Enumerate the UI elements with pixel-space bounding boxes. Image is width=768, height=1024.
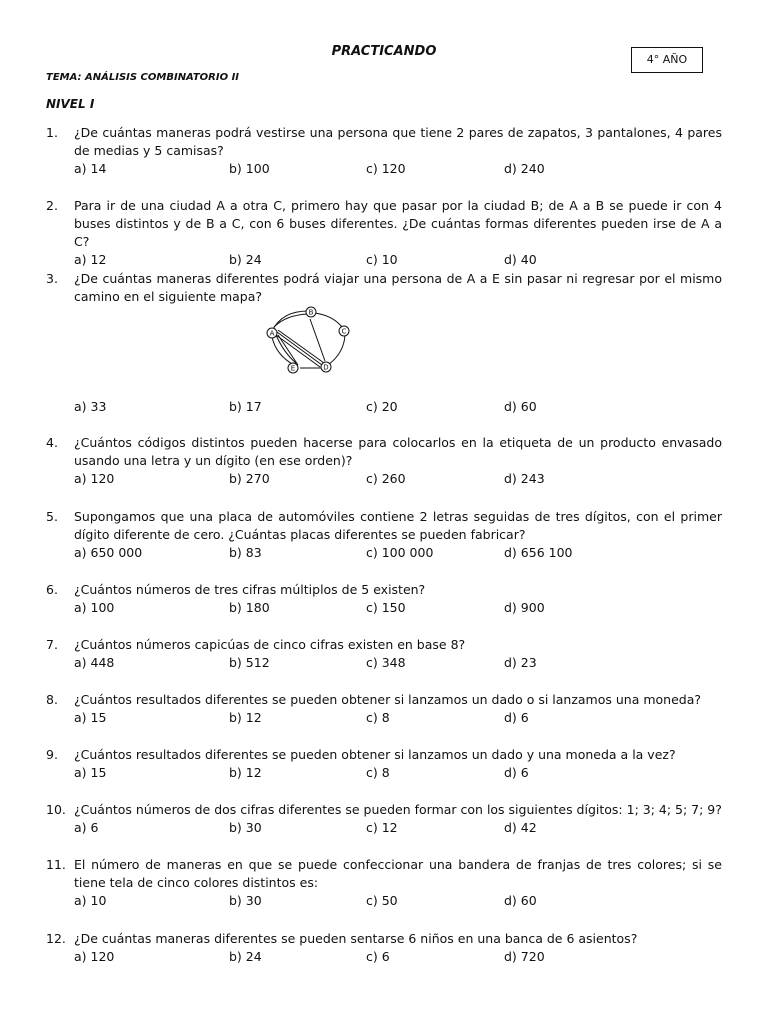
option-c: c) 260 bbox=[366, 471, 406, 486]
option-b: b) 24 bbox=[229, 252, 262, 267]
option-b: b) 30 bbox=[229, 893, 262, 908]
answer-options bbox=[74, 948, 722, 966]
question-number: 8. bbox=[46, 692, 58, 707]
option-d: d) 240 bbox=[504, 161, 545, 176]
option-c: c) 8 bbox=[366, 710, 390, 725]
option-a: a) 100 bbox=[74, 600, 115, 615]
question-3-options bbox=[46, 398, 722, 416]
question-12 bbox=[46, 930, 722, 966]
option-d: d) 656 100 bbox=[504, 545, 573, 560]
grade-badge: 4° AÑO bbox=[631, 47, 703, 73]
question-6 bbox=[46, 581, 722, 617]
question-text: El número de maneras en que se puede confeccionar una bandera de franjas de tres colores; si se tiene tela de cinco colores distintos es: bbox=[74, 857, 722, 890]
page-title: PRACTICANDO bbox=[331, 44, 437, 59]
question-7 bbox=[46, 636, 722, 672]
question-1 bbox=[46, 124, 722, 178]
option-a: a) 10 bbox=[74, 893, 107, 908]
question-text: ¿De cuántas maneras diferentes se pueden sentarse 6 niños en una banca de 6 asientos? bbox=[74, 931, 638, 946]
option-b: b) 12 bbox=[229, 765, 262, 780]
option-c: c) 150 bbox=[366, 600, 406, 615]
question-text: ¿De cuántas maneras podrá vestirse una persona que tiene 2 pares de zapatos, 3 pantalones, 4 pares de medias y 5 camisas? bbox=[74, 125, 722, 158]
question-number: 2. bbox=[46, 198, 58, 213]
question-text: ¿Cuántos resultados diferentes se pueden obtener si lanzamos un dado o si lanzamos una moneda? bbox=[74, 692, 702, 707]
option-c: c) 348 bbox=[366, 655, 406, 670]
question-9 bbox=[46, 746, 722, 782]
option-d: d) 60 bbox=[504, 893, 537, 908]
option-d: d) 243 bbox=[504, 471, 545, 486]
node-e-label: E bbox=[290, 364, 296, 373]
question-text: ¿Cuántos números de tres cifras múltiplos de 5 existen? bbox=[74, 582, 426, 597]
option-c: c) 6 bbox=[366, 949, 390, 964]
answer-options bbox=[74, 599, 722, 617]
topic-heading: TEMA: ANÁLISIS COMBINATORIO II bbox=[46, 72, 240, 83]
option-d: d) 60 bbox=[504, 399, 537, 414]
option-a: a) 120 bbox=[74, 949, 115, 964]
answer-options bbox=[74, 160, 722, 178]
option-a: a) 12 bbox=[74, 252, 107, 267]
question-5 bbox=[46, 508, 722, 562]
option-d: d) 900 bbox=[504, 600, 545, 615]
answer-options bbox=[74, 251, 722, 269]
question-text: ¿Cuántos números capicúas de cinco cifras existen en base 8? bbox=[74, 637, 466, 652]
level-heading: NIVEL I bbox=[46, 97, 95, 111]
question-number: 6. bbox=[46, 582, 58, 597]
answer-options bbox=[74, 544, 722, 562]
question-10 bbox=[46, 801, 722, 837]
answer-options bbox=[74, 819, 722, 837]
option-d: d) 42 bbox=[504, 820, 537, 835]
option-a: a) 448 bbox=[74, 655, 115, 670]
option-b: b) 180 bbox=[229, 600, 270, 615]
question-number: 12. bbox=[46, 931, 66, 946]
option-d: d) 6 bbox=[504, 710, 529, 725]
option-b: b) 83 bbox=[229, 545, 262, 560]
question-text: ¿Cuántos números de dos cifras diferentes se pueden formar con los siguientes dígitos: 1; 3; 4; 5; 7; 9? bbox=[74, 802, 722, 817]
answer-options bbox=[74, 654, 722, 672]
question-2 bbox=[46, 197, 722, 269]
option-b: b) 24 bbox=[229, 949, 262, 964]
question-text: ¿Cuántos códigos distintos pueden hacerse para colocarlos en la etiqueta de un producto envasado usando una letra y un dígito (en ese orden)? bbox=[74, 435, 722, 468]
question-number: 10. bbox=[46, 802, 66, 817]
question-4 bbox=[46, 434, 722, 488]
question-text: Para ir de una ciudad A a otra C, primero hay que pasar por la ciudad B; de A a B se puede ir con 4 buses distintos y de B a C, con 6 buses diferentes. ¿De cuántas formas diferentes pueden irse de A a C? bbox=[74, 198, 722, 249]
option-a: a) 650 000 bbox=[74, 545, 143, 560]
question-number: 5. bbox=[46, 509, 58, 524]
option-c: c) 12 bbox=[366, 820, 398, 835]
node-a-label: A bbox=[269, 329, 275, 338]
answer-options bbox=[74, 709, 722, 727]
option-d: d) 720 bbox=[504, 949, 545, 964]
node-b-label: B bbox=[308, 308, 314, 317]
option-a: a) 15 bbox=[74, 710, 107, 725]
option-d: d) 6 bbox=[504, 765, 529, 780]
question-number: 9. bbox=[46, 747, 58, 762]
answer-options bbox=[74, 892, 722, 910]
option-b: b) 17 bbox=[229, 399, 262, 414]
question-text: ¿Cuántos resultados diferentes se pueden obtener si lanzamos un dado y una moneda a la vez? bbox=[74, 747, 676, 762]
option-a: a) 120 bbox=[74, 471, 115, 486]
question-number: 1. bbox=[46, 125, 58, 140]
question-text: ¿De cuántas maneras diferentes podrá viajar una persona de A a E sin pasar ni regresar por el mismo camino en el siguiente mapa? bbox=[74, 271, 722, 304]
answer-options bbox=[74, 764, 722, 782]
route-map-diagram bbox=[262, 305, 357, 375]
option-b: b) 100 bbox=[229, 161, 270, 176]
option-a: a) 33 bbox=[74, 399, 107, 414]
question-number: 3. bbox=[46, 271, 58, 286]
option-b: b) 30 bbox=[229, 820, 262, 835]
question-text: Supongamos que una placa de automóviles contiene 2 letras seguidas de tres dígitos, con el primer dígito diferente de cero. ¿Cuántas placas diferentes se pueden fabricar? bbox=[74, 509, 722, 542]
node-d-label: D bbox=[323, 363, 329, 372]
option-a: a) 6 bbox=[74, 820, 99, 835]
option-a: a) 15 bbox=[74, 765, 107, 780]
option-b: b) 512 bbox=[229, 655, 270, 670]
answer-options bbox=[74, 470, 722, 488]
option-c: c) 100 000 bbox=[366, 545, 434, 560]
option-c: c) 10 bbox=[366, 252, 398, 267]
question-3 bbox=[46, 270, 722, 306]
option-c: c) 8 bbox=[366, 765, 390, 780]
node-c-label: C bbox=[341, 327, 347, 336]
option-d: d) 23 bbox=[504, 655, 537, 670]
question-8 bbox=[46, 691, 722, 727]
question-number: 4. bbox=[46, 435, 58, 450]
option-c: c) 120 bbox=[366, 161, 406, 176]
option-d: d) 40 bbox=[504, 252, 537, 267]
question-11 bbox=[46, 856, 722, 910]
option-b: b) 12 bbox=[229, 710, 262, 725]
question-number: 11. bbox=[46, 857, 66, 872]
option-b: b) 270 bbox=[229, 471, 270, 486]
option-c: c) 50 bbox=[366, 893, 398, 908]
option-c: c) 20 bbox=[366, 399, 398, 414]
question-number: 7. bbox=[46, 637, 58, 652]
option-a: a) 14 bbox=[74, 161, 107, 176]
answer-options bbox=[74, 398, 722, 416]
